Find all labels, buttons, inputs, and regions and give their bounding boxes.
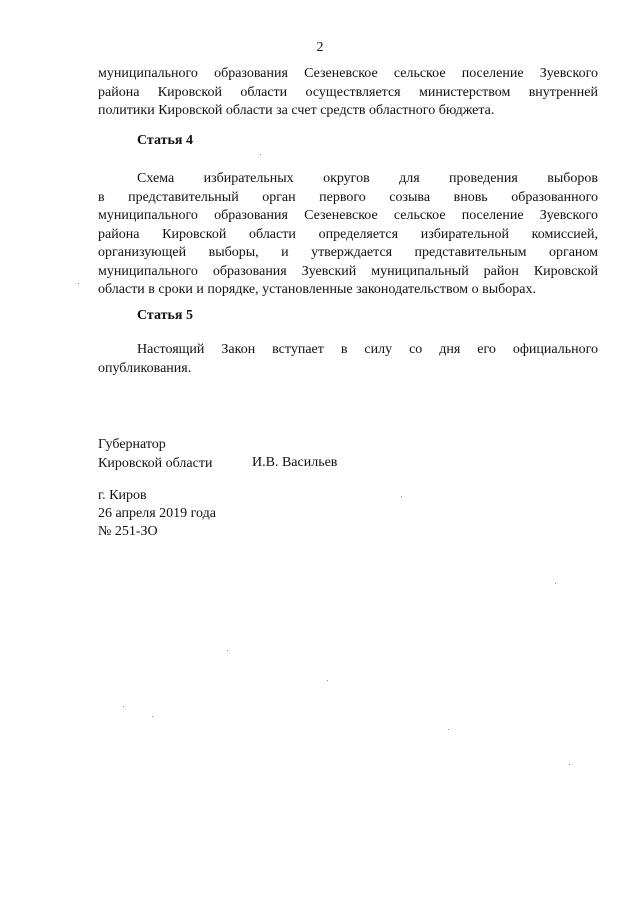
article5-paragraph (98, 341, 598, 378)
scan-speck (327, 680, 328, 681)
intro-line: муниципального образования Сезеневское сельское поселение Зуевского (98, 66, 598, 81)
signature-name: И.В. Васильев (252, 455, 338, 470)
scan-speck (569, 764, 570, 765)
scan-speck (78, 283, 79, 284)
scan-speck (227, 650, 228, 651)
intro-line: политики Кировской области за счет средств областного бюджета. (98, 103, 495, 118)
article5-line: Настоящий Закон вступает в силу со дня его официального (137, 342, 598, 357)
article5-heading: Статья 5 (137, 308, 193, 323)
article5-line: опубликования. (98, 360, 192, 376)
article4-line: Схема избирательных округов для проведения выборов (137, 171, 598, 186)
article4-heading: Статья 4 (137, 133, 193, 148)
article4-paragraph (98, 170, 598, 300)
page-number: 2 (316, 40, 324, 55)
article4-line: района Кировской области определяется избирательной комиссией, (98, 226, 598, 242)
scan-speck (152, 716, 153, 717)
article4-line: организующей выборы, и утверждается представительным органом (98, 245, 598, 260)
intro-line: района Кировской области осуществляется министерством внутренней (98, 84, 598, 100)
scan-speck (123, 706, 124, 707)
scan-speck (448, 729, 449, 730)
issue-number: № 251-ЗО (98, 524, 158, 539)
issue-city: г. Киров (98, 488, 147, 503)
article4-line: области в сроки и порядке, установленные законодательством о выборах. (98, 282, 536, 297)
scan-speck (555, 583, 556, 584)
scan-speck (260, 154, 261, 155)
scan-speck (401, 496, 402, 497)
signature-title-line2: Кировской области (98, 456, 213, 471)
intro-paragraph (98, 65, 598, 121)
signature-title-line1: Губернатор (98, 437, 166, 452)
article4-line: муниципального образования Сезеневское сельское поселение Зуевского (98, 208, 598, 223)
issue-date: 26 апреля 2019 года (98, 506, 216, 521)
article4-line: муниципального образования Зуевский муниципальный район Кировской (98, 263, 598, 279)
article4-line: в представительный орган первого созыва вновь образованного (98, 189, 598, 205)
